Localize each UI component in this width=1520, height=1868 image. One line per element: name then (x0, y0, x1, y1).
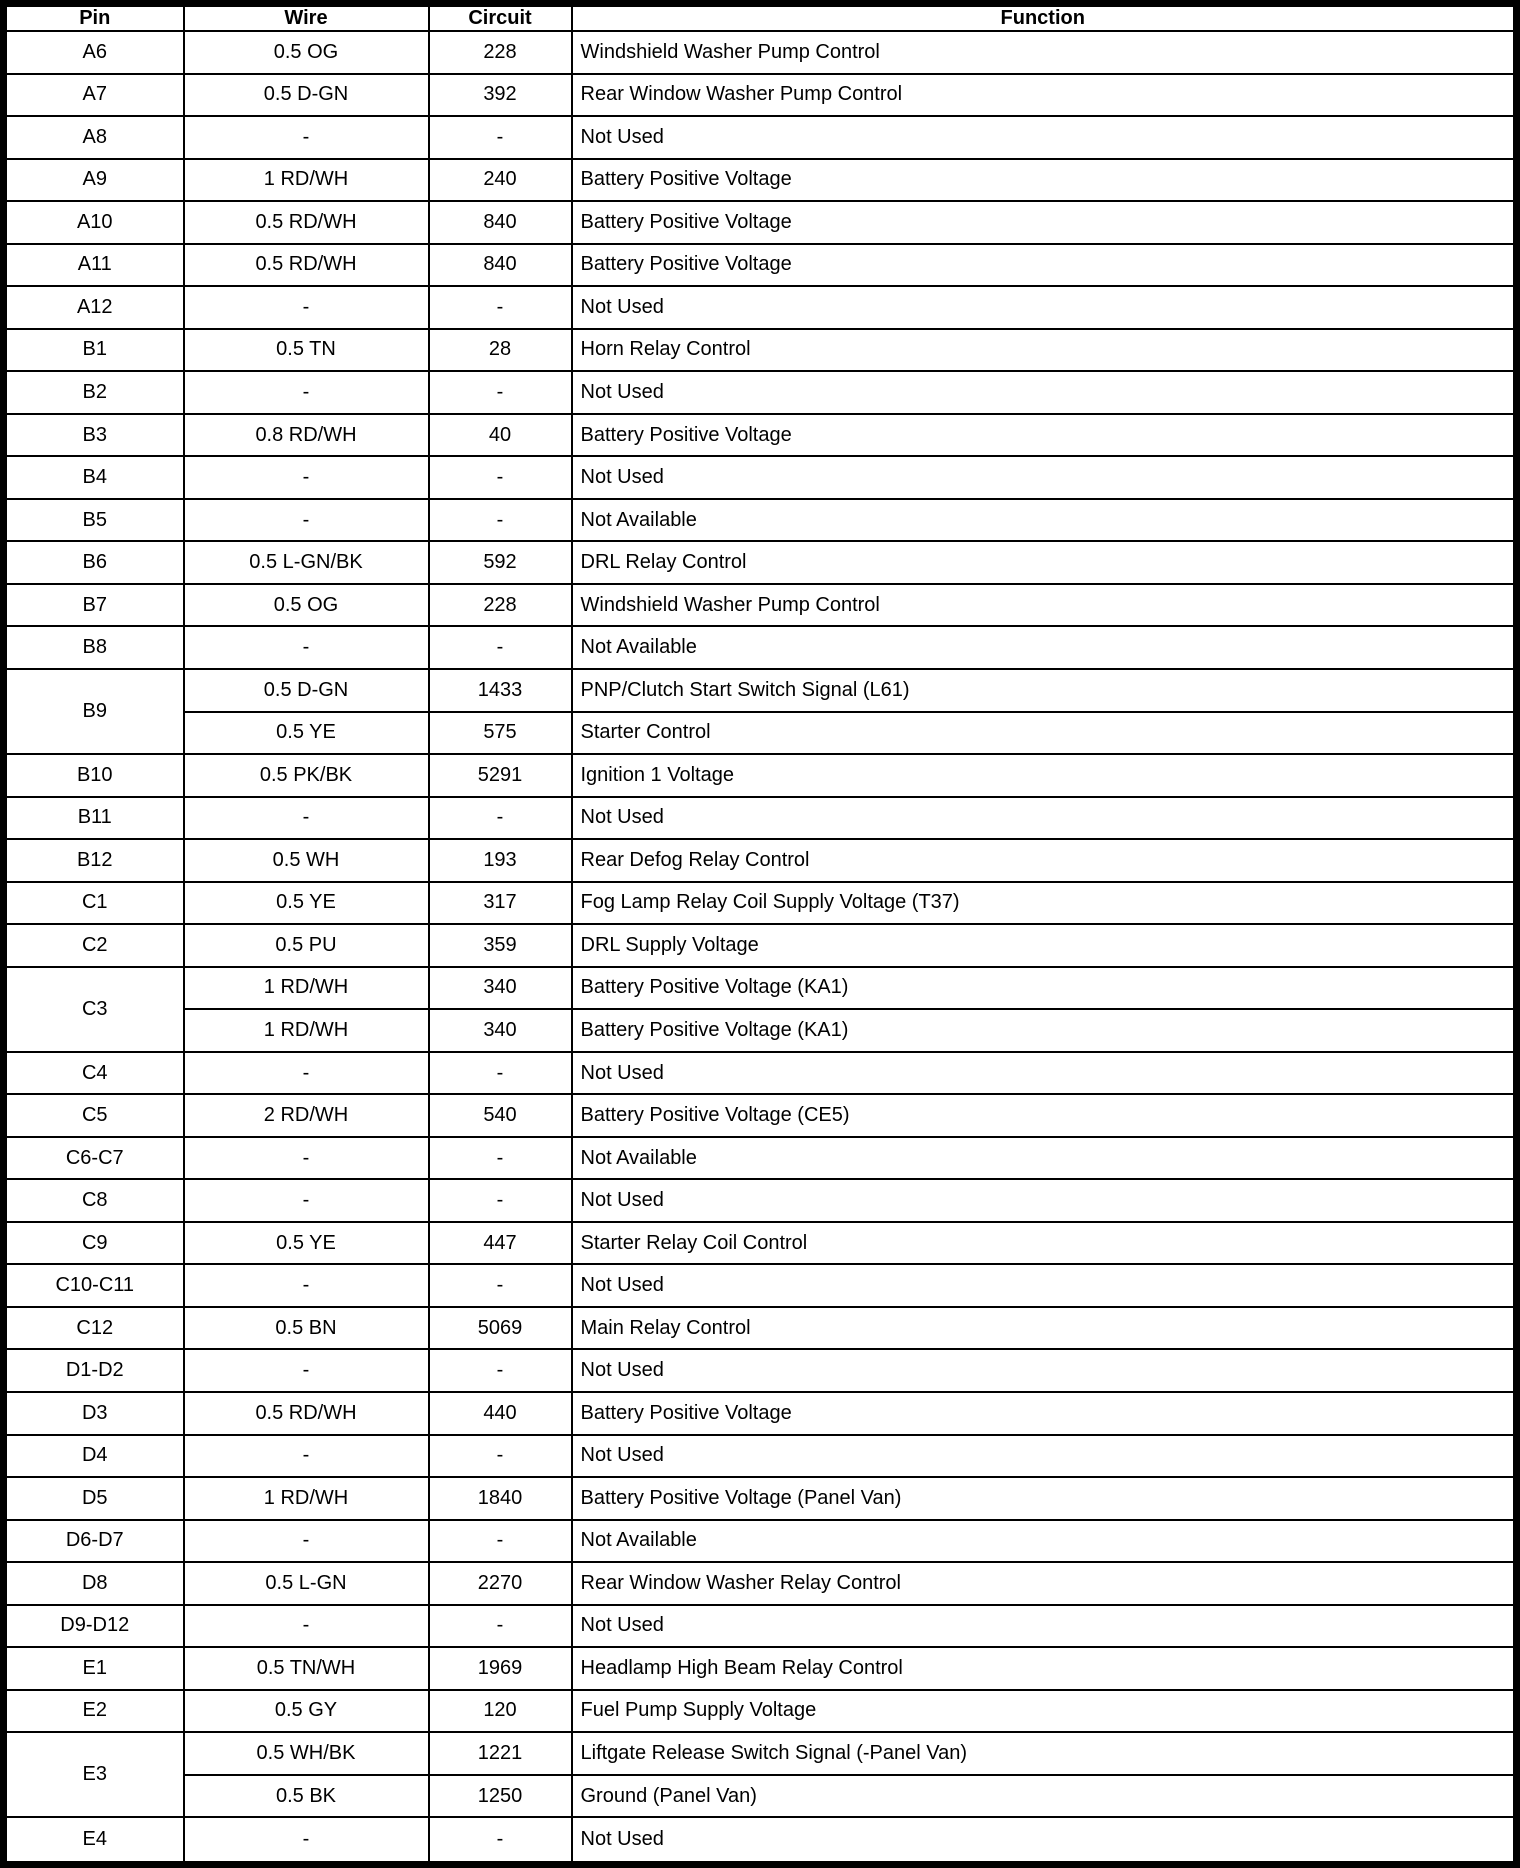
pin-cell: B9 (4, 669, 184, 754)
wire-cell: 0.5 D-GN (184, 74, 429, 117)
table-row (4, 584, 1517, 627)
table-row (4, 669, 1517, 712)
function-cell: Battery Positive Voltage (KA1) (572, 967, 1517, 1010)
circuit-cell: - (429, 1264, 572, 1307)
function-cell: Rear Defog Relay Control (572, 839, 1517, 882)
function-cell: Battery Positive Voltage (572, 244, 1517, 287)
function-cell: Battery Positive Voltage (572, 1392, 1517, 1435)
table-row (4, 1179, 1517, 1222)
column-header-circuit: Circuit (429, 4, 572, 32)
wire-cell: 2 RD/WH (184, 1094, 429, 1137)
pin-cell: C3 (4, 967, 184, 1052)
function-cell: Fog Lamp Relay Coil Supply Voltage (T37) (572, 882, 1517, 925)
function-cell: Windshield Washer Pump Control (572, 584, 1517, 627)
function-cell: Headlamp High Beam Relay Control (572, 1647, 1517, 1690)
function-cell: Horn Relay Control (572, 329, 1517, 372)
function-cell: Not Used (572, 286, 1517, 329)
table-row (4, 1222, 1517, 1265)
circuit-cell: - (429, 116, 572, 159)
table-row (4, 1775, 1517, 1818)
table-row (4, 74, 1517, 117)
table-row (4, 499, 1517, 542)
pin-cell: B11 (4, 797, 184, 840)
table-row (4, 1094, 1517, 1137)
pin-cell: E4 (4, 1817, 184, 1864)
table-row (4, 967, 1517, 1010)
wire-cell: - (184, 626, 429, 669)
circuit-cell: - (429, 1349, 572, 1392)
pin-cell: A9 (4, 159, 184, 202)
function-cell: Ignition 1 Voltage (572, 754, 1517, 797)
wire-cell: 0.5 GY (184, 1690, 429, 1733)
circuit-cell: - (429, 797, 572, 840)
function-cell: Not Available (572, 626, 1517, 669)
pin-cell: E1 (4, 1647, 184, 1690)
circuit-cell: 1433 (429, 669, 572, 712)
table-row (4, 1477, 1517, 1520)
pin-cell: B10 (4, 754, 184, 797)
table-row (4, 286, 1517, 329)
wire-cell: 0.5 L-GN/BK (184, 541, 429, 584)
wire-cell: 0.5 RD/WH (184, 201, 429, 244)
table-row (4, 626, 1517, 669)
circuit-cell: 240 (429, 159, 572, 202)
pin-cell: B7 (4, 584, 184, 627)
table-row (4, 1562, 1517, 1605)
pin-cell: D4 (4, 1435, 184, 1478)
wire-cell: 0.5 TN (184, 329, 429, 372)
circuit-cell: 592 (429, 541, 572, 584)
wire-cell: 0.5 YE (184, 712, 429, 755)
circuit-cell: 120 (429, 1690, 572, 1733)
function-cell: Not Used (572, 1605, 1517, 1648)
table-row (4, 1647, 1517, 1690)
circuit-cell: 228 (429, 584, 572, 627)
function-cell: Liftgate Release Switch Signal (-Panel Van) (572, 1732, 1517, 1775)
pin-cell: D3 (4, 1392, 184, 1435)
circuit-cell: - (429, 371, 572, 414)
table-row (4, 712, 1517, 755)
function-cell: Battery Positive Voltage (KA1) (572, 1009, 1517, 1052)
circuit-cell: - (429, 1435, 572, 1478)
table-row (4, 541, 1517, 584)
pin-cell: A10 (4, 201, 184, 244)
column-header-wire: Wire (184, 4, 429, 32)
circuit-cell: 1840 (429, 1477, 572, 1520)
table-row (4, 1605, 1517, 1648)
circuit-cell: 317 (429, 882, 572, 925)
wire-cell: - (184, 456, 429, 499)
circuit-cell: 228 (429, 31, 572, 74)
circuit-cell: 440 (429, 1392, 572, 1435)
table-row (4, 329, 1517, 372)
circuit-cell: 840 (429, 201, 572, 244)
table-row (4, 924, 1517, 967)
pin-cell: C6-C7 (4, 1137, 184, 1180)
wire-cell: 0.5 D-GN (184, 669, 429, 712)
table-row (4, 1817, 1517, 1864)
pin-cell: B6 (4, 541, 184, 584)
function-cell: Fuel Pump Supply Voltage (572, 1690, 1517, 1733)
function-cell: Rear Window Washer Pump Control (572, 74, 1517, 117)
pin-cell: A8 (4, 116, 184, 159)
wire-cell: - (184, 1052, 429, 1095)
circuit-cell: 193 (429, 839, 572, 882)
wire-cell: 0.5 BN (184, 1307, 429, 1350)
pin-cell: B12 (4, 839, 184, 882)
table-row (4, 31, 1517, 74)
wire-cell: - (184, 1435, 429, 1478)
pin-cell: E3 (4, 1732, 184, 1817)
wire-cell: 0.5 RD/WH (184, 1392, 429, 1435)
function-cell: Starter Relay Coil Control (572, 1222, 1517, 1265)
function-cell: Windshield Washer Pump Control (572, 31, 1517, 74)
circuit-cell: - (429, 499, 572, 542)
table-row (4, 1349, 1517, 1392)
function-cell: Ground (Panel Van) (572, 1775, 1517, 1818)
pin-cell: C8 (4, 1179, 184, 1222)
circuit-cell: 1250 (429, 1775, 572, 1818)
wire-cell: 0.5 OG (184, 584, 429, 627)
function-cell: Not Used (572, 797, 1517, 840)
pin-cell: A6 (4, 31, 184, 74)
circuit-cell: - (429, 1817, 572, 1864)
wire-cell: - (184, 1605, 429, 1648)
wire-cell: - (184, 1137, 429, 1180)
table-row (4, 1264, 1517, 1307)
circuit-cell: - (429, 1520, 572, 1563)
pin-cell: A7 (4, 74, 184, 117)
pin-cell: D6-D7 (4, 1520, 184, 1563)
pin-cell: C1 (4, 882, 184, 925)
table-row (4, 797, 1517, 840)
circuit-cell: 340 (429, 1009, 572, 1052)
function-cell: Not Used (572, 1052, 1517, 1095)
function-cell: Not Available (572, 1137, 1517, 1180)
circuit-cell: 540 (429, 1094, 572, 1137)
column-header-pin: Pin (4, 4, 184, 32)
table-row (4, 839, 1517, 882)
circuit-cell: - (429, 626, 572, 669)
wire-cell: - (184, 116, 429, 159)
function-cell: Not Used (572, 116, 1517, 159)
wire-cell: - (184, 1264, 429, 1307)
table-row (4, 1520, 1517, 1563)
header-row (4, 4, 1517, 32)
wire-cell: - (184, 1520, 429, 1563)
table-row (4, 159, 1517, 202)
pin-cell: B8 (4, 626, 184, 669)
circuit-cell: - (429, 456, 572, 499)
wire-cell: 0.5 YE (184, 1222, 429, 1265)
pin-cell: D9-D12 (4, 1605, 184, 1648)
function-cell: DRL Supply Voltage (572, 924, 1517, 967)
pin-cell: A12 (4, 286, 184, 329)
wire-cell: 1 RD/WH (184, 967, 429, 1010)
wire-cell: 1 RD/WH (184, 1477, 429, 1520)
table-row (4, 754, 1517, 797)
table-row (4, 456, 1517, 499)
circuit-cell: 359 (429, 924, 572, 967)
wire-cell: 0.5 YE (184, 882, 429, 925)
circuit-cell: - (429, 286, 572, 329)
circuit-cell: 2270 (429, 1562, 572, 1605)
circuit-cell: 5069 (429, 1307, 572, 1350)
pin-cell: C5 (4, 1094, 184, 1137)
function-cell: DRL Relay Control (572, 541, 1517, 584)
pin-cell: B2 (4, 371, 184, 414)
pin-cell: E2 (4, 1690, 184, 1733)
function-cell: PNP/Clutch Start Switch Signal (L61) (572, 669, 1517, 712)
table-row (4, 1392, 1517, 1435)
table-row (4, 116, 1517, 159)
function-cell: Battery Positive Voltage (Panel Van) (572, 1477, 1517, 1520)
table-row (4, 201, 1517, 244)
wire-cell: 0.5 PU (184, 924, 429, 967)
wire-cell: - (184, 1349, 429, 1392)
wire-cell: 0.5 PK/BK (184, 754, 429, 797)
table-row (4, 1435, 1517, 1478)
circuit-cell: - (429, 1052, 572, 1095)
circuit-cell: 1969 (429, 1647, 572, 1690)
function-cell: Not Used (572, 371, 1517, 414)
function-cell: Battery Positive Voltage (CE5) (572, 1094, 1517, 1137)
circuit-cell: 575 (429, 712, 572, 755)
table-row (4, 1009, 1517, 1052)
function-cell: Battery Positive Voltage (572, 414, 1517, 457)
circuit-cell: 392 (429, 74, 572, 117)
function-cell: Rear Window Washer Relay Control (572, 1562, 1517, 1605)
table-row (4, 244, 1517, 287)
circuit-cell: - (429, 1605, 572, 1648)
function-cell: Battery Positive Voltage (572, 159, 1517, 202)
wire-cell: 0.5 RD/WH (184, 244, 429, 287)
circuit-cell: 40 (429, 414, 572, 457)
function-cell: Main Relay Control (572, 1307, 1517, 1350)
wire-cell: 0.5 L-GN (184, 1562, 429, 1605)
function-cell: Not Used (572, 456, 1517, 499)
function-cell: Not Used (572, 1179, 1517, 1222)
wire-cell: 0.5 OG (184, 31, 429, 74)
wire-cell: 1 RD/WH (184, 159, 429, 202)
circuit-cell: - (429, 1179, 572, 1222)
table-row (4, 1307, 1517, 1350)
pin-cell: B1 (4, 329, 184, 372)
wire-cell: 1 RD/WH (184, 1009, 429, 1052)
circuit-cell: 5291 (429, 754, 572, 797)
pin-cell: B5 (4, 499, 184, 542)
circuit-cell: 447 (429, 1222, 572, 1265)
wire-cell: - (184, 1179, 429, 1222)
pin-cell: C10-C11 (4, 1264, 184, 1307)
function-cell: Not Used (572, 1264, 1517, 1307)
wire-cell: 0.8 RD/WH (184, 414, 429, 457)
pin-cell: C9 (4, 1222, 184, 1265)
wire-cell: 0.5 TN/WH (184, 1647, 429, 1690)
function-cell: Battery Positive Voltage (572, 201, 1517, 244)
wire-cell: 0.5 BK (184, 1775, 429, 1818)
table-row (4, 882, 1517, 925)
function-cell: Not Available (572, 499, 1517, 542)
wire-cell: - (184, 499, 429, 542)
pin-cell: B3 (4, 414, 184, 457)
pin-cell: C2 (4, 924, 184, 967)
pin-cell: C12 (4, 1307, 184, 1350)
wire-cell: - (184, 371, 429, 414)
pin-cell: C4 (4, 1052, 184, 1095)
wire-cell: 0.5 WH/BK (184, 1732, 429, 1775)
function-cell: Starter Control (572, 712, 1517, 755)
table-row (4, 414, 1517, 457)
circuit-cell: 840 (429, 244, 572, 287)
circuit-cell: 1221 (429, 1732, 572, 1775)
table-row (4, 1732, 1517, 1775)
table-row (4, 1690, 1517, 1733)
pin-cell: D1-D2 (4, 1349, 184, 1392)
circuit-cell: - (429, 1137, 572, 1180)
function-cell: Not Used (572, 1435, 1517, 1478)
table-row (4, 1137, 1517, 1180)
pin-cell: A11 (4, 244, 184, 287)
column-header-function: Function (572, 4, 1517, 32)
pin-cell: D8 (4, 1562, 184, 1605)
wire-cell: - (184, 286, 429, 329)
circuit-cell: 28 (429, 329, 572, 372)
function-cell: Not Available (572, 1520, 1517, 1563)
function-cell: Not Used (572, 1817, 1517, 1864)
table-row (4, 371, 1517, 414)
pin-cell: D5 (4, 1477, 184, 1520)
wire-cell: - (184, 1817, 429, 1864)
wire-cell: - (184, 797, 429, 840)
table-row (4, 1052, 1517, 1095)
wire-cell: 0.5 WH (184, 839, 429, 882)
function-cell: Not Used (572, 1349, 1517, 1392)
circuit-cell: 340 (429, 967, 572, 1010)
pin-cell: B4 (4, 456, 184, 499)
